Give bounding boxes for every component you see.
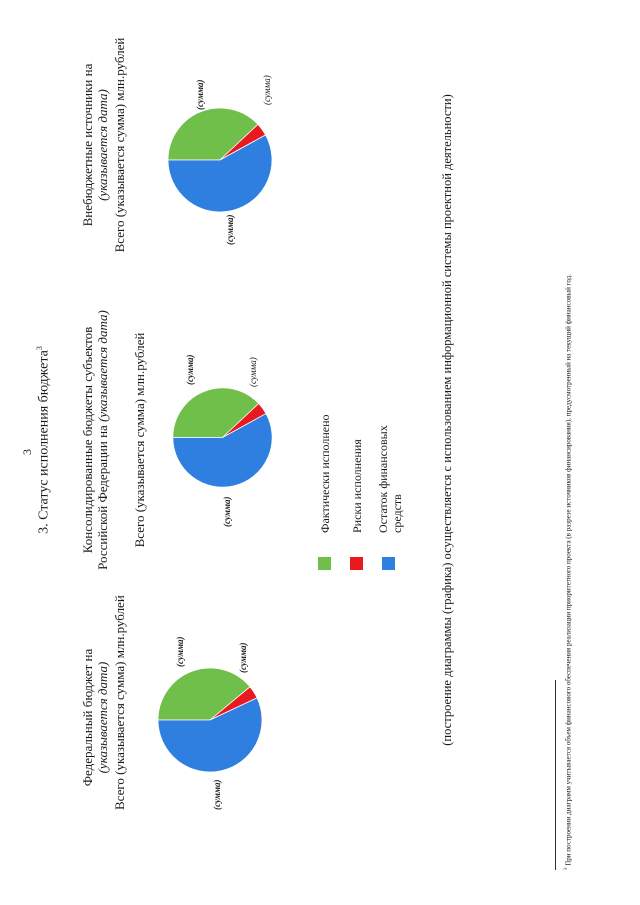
chart-federal-pie: [155, 665, 265, 775]
diagram-note: (построение диаграммы (графика) осуществляется с использованием информационной системы проектной деятельности): [440, 94, 454, 746]
legend-swatch-remaining: [382, 557, 395, 570]
chart-federal-label-green: (сумма): [175, 636, 185, 667]
chart-offbudget-date: (указывается дата): [95, 89, 110, 201]
chart-regional-heading: [80, 310, 110, 570]
chart-federal-total: Всего (указывается сумма) млн.рублей: [112, 595, 127, 810]
chart-regional-label-green: (сумма): [185, 354, 195, 385]
chart-offbudget-total: Всего (указывается сумма) млн.рублей: [112, 37, 127, 253]
chart-offbudget-label-blue: (сумма): [225, 214, 235, 245]
footnote-ref: 3: [35, 346, 44, 351]
footnote-divider: [555, 680, 556, 870]
chart-regional-label-red: (сумма): [248, 357, 258, 387]
chart-offbudget-label-red: (сумма): [262, 75, 272, 105]
chart-regional-pie: [170, 385, 275, 490]
chart-federal-heading: [80, 625, 110, 810]
section-title: [35, 290, 53, 590]
chart-federal-date: (указывается дата): [95, 661, 110, 774]
legend-label-executed: Фактически исполнено: [318, 414, 332, 533]
chart-offbudget-pie: [165, 105, 275, 215]
chart-regional-date: (указывается дата): [95, 310, 110, 422]
chart-federal-heading-text: Федеральный бюджет на: [80, 648, 95, 787]
section-title-text: 3. Статус исполнения бюджета: [36, 350, 52, 534]
chart-regional-total: Всего (указывается сумма) млн.рублей: [132, 332, 147, 548]
footnote-mark: 3: [564, 867, 569, 870]
legend-swatch-risks: [350, 557, 363, 570]
chart-federal-label-red: (сумма): [238, 642, 248, 673]
footnote-text: При построении диаграмм учитывается объем финансового обеспечения реализации приоритетного проекта (в разрезе источников финансирования), предусмотренный на текущий финансовый год.: [564, 274, 573, 866]
chart-offbudget-label-green: (сумма): [195, 79, 205, 110]
legend-label-risks: Риски исполнения: [350, 439, 364, 533]
legend-label-remaining: Остаток финансовых средств: [376, 425, 404, 533]
footnote: [562, 30, 573, 870]
chart-regional-label-blue: (сумма): [222, 496, 232, 527]
chart-offbudget-heading: [80, 35, 110, 255]
chart-offbudget-heading-text: Внебюджетные источники на: [80, 63, 95, 227]
page-number: 3: [20, 449, 34, 455]
chart-regional-heading-text: Консолидированные бюджеты субъектов Российской Федерации на: [80, 326, 110, 570]
chart-federal-label-blue: (сумма): [212, 779, 222, 810]
legend-swatch-executed: [318, 557, 331, 570]
